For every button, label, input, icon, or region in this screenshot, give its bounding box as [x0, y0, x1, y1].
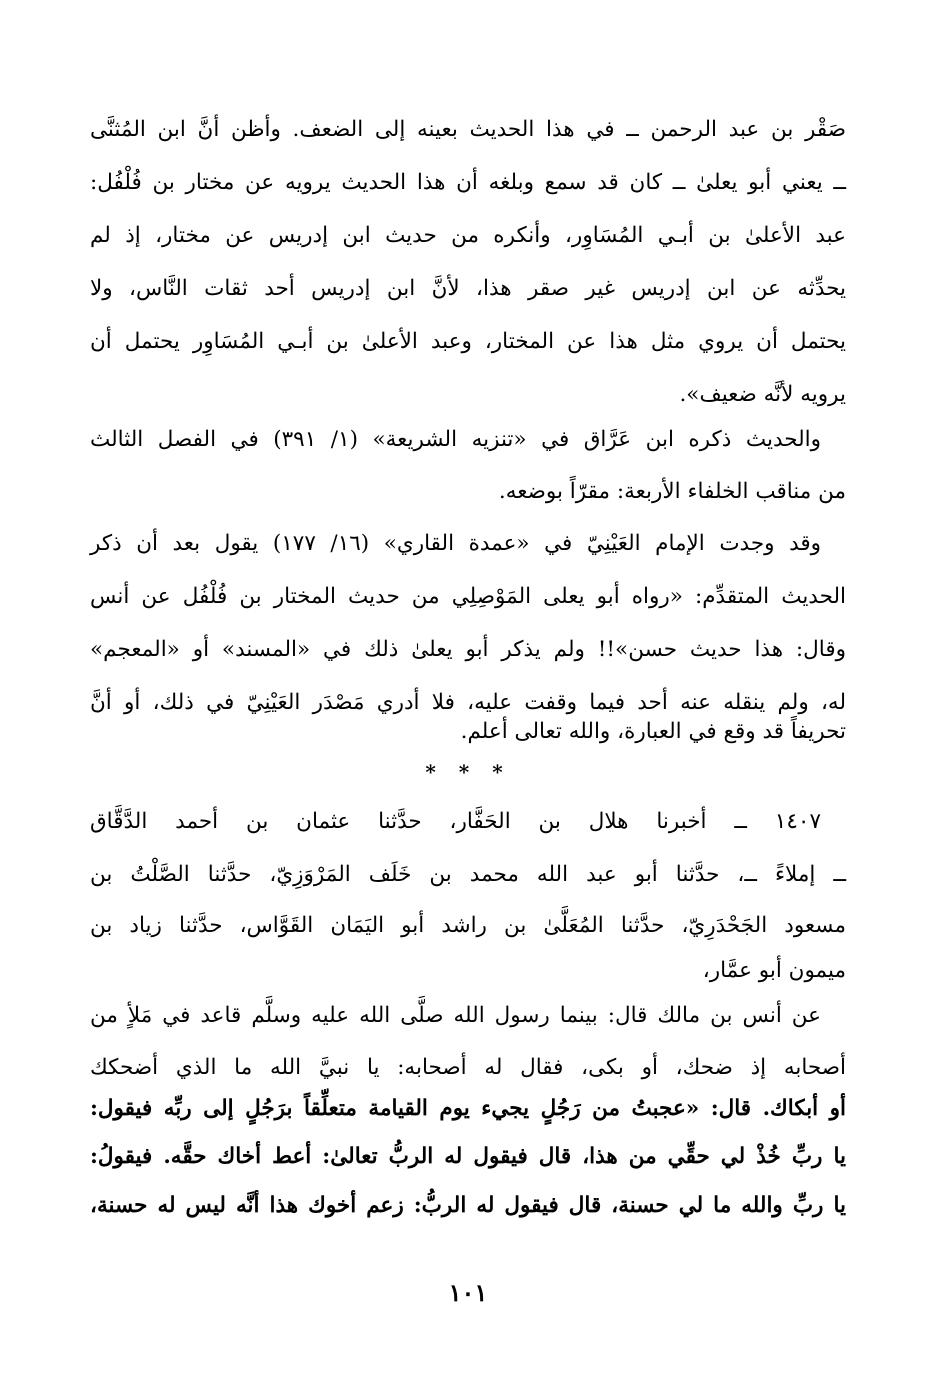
- text-line: عبد الأعلىٰ بن أبـي المُسَاوِر، وأنكره من حديث ابن إدريس عن مختار، إذ لم: [90, 223, 846, 248]
- text-line: وقال: هذا حديث حسن»!! ولم يذكر أبو يعلىٰ ذلك في «المسند» أو «المعجم»: [90, 637, 846, 662]
- section-separator: * * *: [425, 760, 511, 784]
- text-line: أو أبكاك. قال: «عجبتُ من رَجُلٍ يجيء يوم القيامة متعلِّقاً برَجُلٍ إلى ربِّه فيقول:: [90, 1096, 846, 1121]
- text-line: والحديث ذكره ابن عَرَّاق في «تنزيه الشريعة» (١/ ٣٩١) في الفصل الثالث: [90, 427, 822, 452]
- text-line: الحديث المتقدِّم: «رواه أبو يعلى المَوْصِلِي من حديث المختار بن فُلْفُل عن أنس: [90, 584, 846, 609]
- text-line: يا ربِّ والله ما لي حسنة، قال فيقول له الربُّ: زعم أخوك هذا أنَّه ليس له حسنة،: [90, 1193, 846, 1218]
- page-number: ١٠١: [448, 1278, 488, 1307]
- text-line: عن أنس بن مالك قال: بينما رسول الله صلَّى الله عليه وسلَّم قاعد في مَلأٍ من: [90, 1003, 821, 1028]
- text-line: ــ إملاءً ــ، حدَّثنا أبو عبد الله محمد بن خَلَف المَرْوَزِيّ، حدَّثنا الصَّلْتُ بن: [90, 862, 846, 887]
- text-line: وقد وجدت الإمام العَيْنِيّ في «عمدة القاري» (١٦/ ١٧٧) يقول بعد أن ذكر: [90, 531, 822, 556]
- text-line: ميمون أبو عمَّار،: [702, 958, 846, 983]
- text-line: مسعود الجَحْدَرِيّ، حدَّثنا المُعَلَّىٰ بن راشد أبو اليَمَان القَوَّاس، حدَّثنا زياد بن: [90, 913, 846, 938]
- text-line: يحدِّثه عن ابن إدريس غير صقر هذا، لأنَّ ابن إدريس أحد ثقات النَّاس، ولا: [90, 276, 846, 301]
- text-line: صَقْر بن عبد الرحمن ــ في هذا الحديث بعينه إلى الضعف. وأظن أنَّ ابن المُثنَّى: [90, 117, 846, 142]
- text-line: له، ولم ينقله عنه أحد فيما وقفت عليه، فلا أدري مَصْدَر العَيْنِيّ في ذلك، أو أنَّ: [90, 690, 846, 715]
- text-line: يرويه لأنَّه ضعيف».: [679, 382, 846, 407]
- text-line: تحريفاً قد وقع في العبارة، والله تعالى أعلم.: [460, 719, 846, 744]
- text-line: ــ يعني أبو يعلىٰ ــ كان قد سمع وبلغه أن هذا الحديث يرويه عن مختار بن فُلْفُل:: [90, 170, 846, 195]
- text-line: يحتمل أن يروي مثل هذا عن المختار، وعبد الأعلىٰ بن أبـي المُسَاوِر يحتمل أن: [90, 329, 846, 354]
- text-line: يا ربِّ خُذْ لي حقِّي من هذا، قال فيقول له الربُّ تعالىٰ: أعط أخاك حقَّه. فيقولُ:: [90, 1144, 846, 1169]
- text-line: أصحابه إذ ضحك، أو بكى، فقال له أصحابه: يا نبيَّ الله ما الذي أضحكك: [90, 1055, 846, 1080]
- text-line: من مناقب الخلفاء الأربعة: مقرّاً بوضعه.: [498, 479, 846, 504]
- text-line: ١٤٠٧ ــ أخبرنا هلال بن الحَفَّار، حدَّثنا عثمان بن أحمد الدَّقَّاق: [90, 809, 821, 834]
